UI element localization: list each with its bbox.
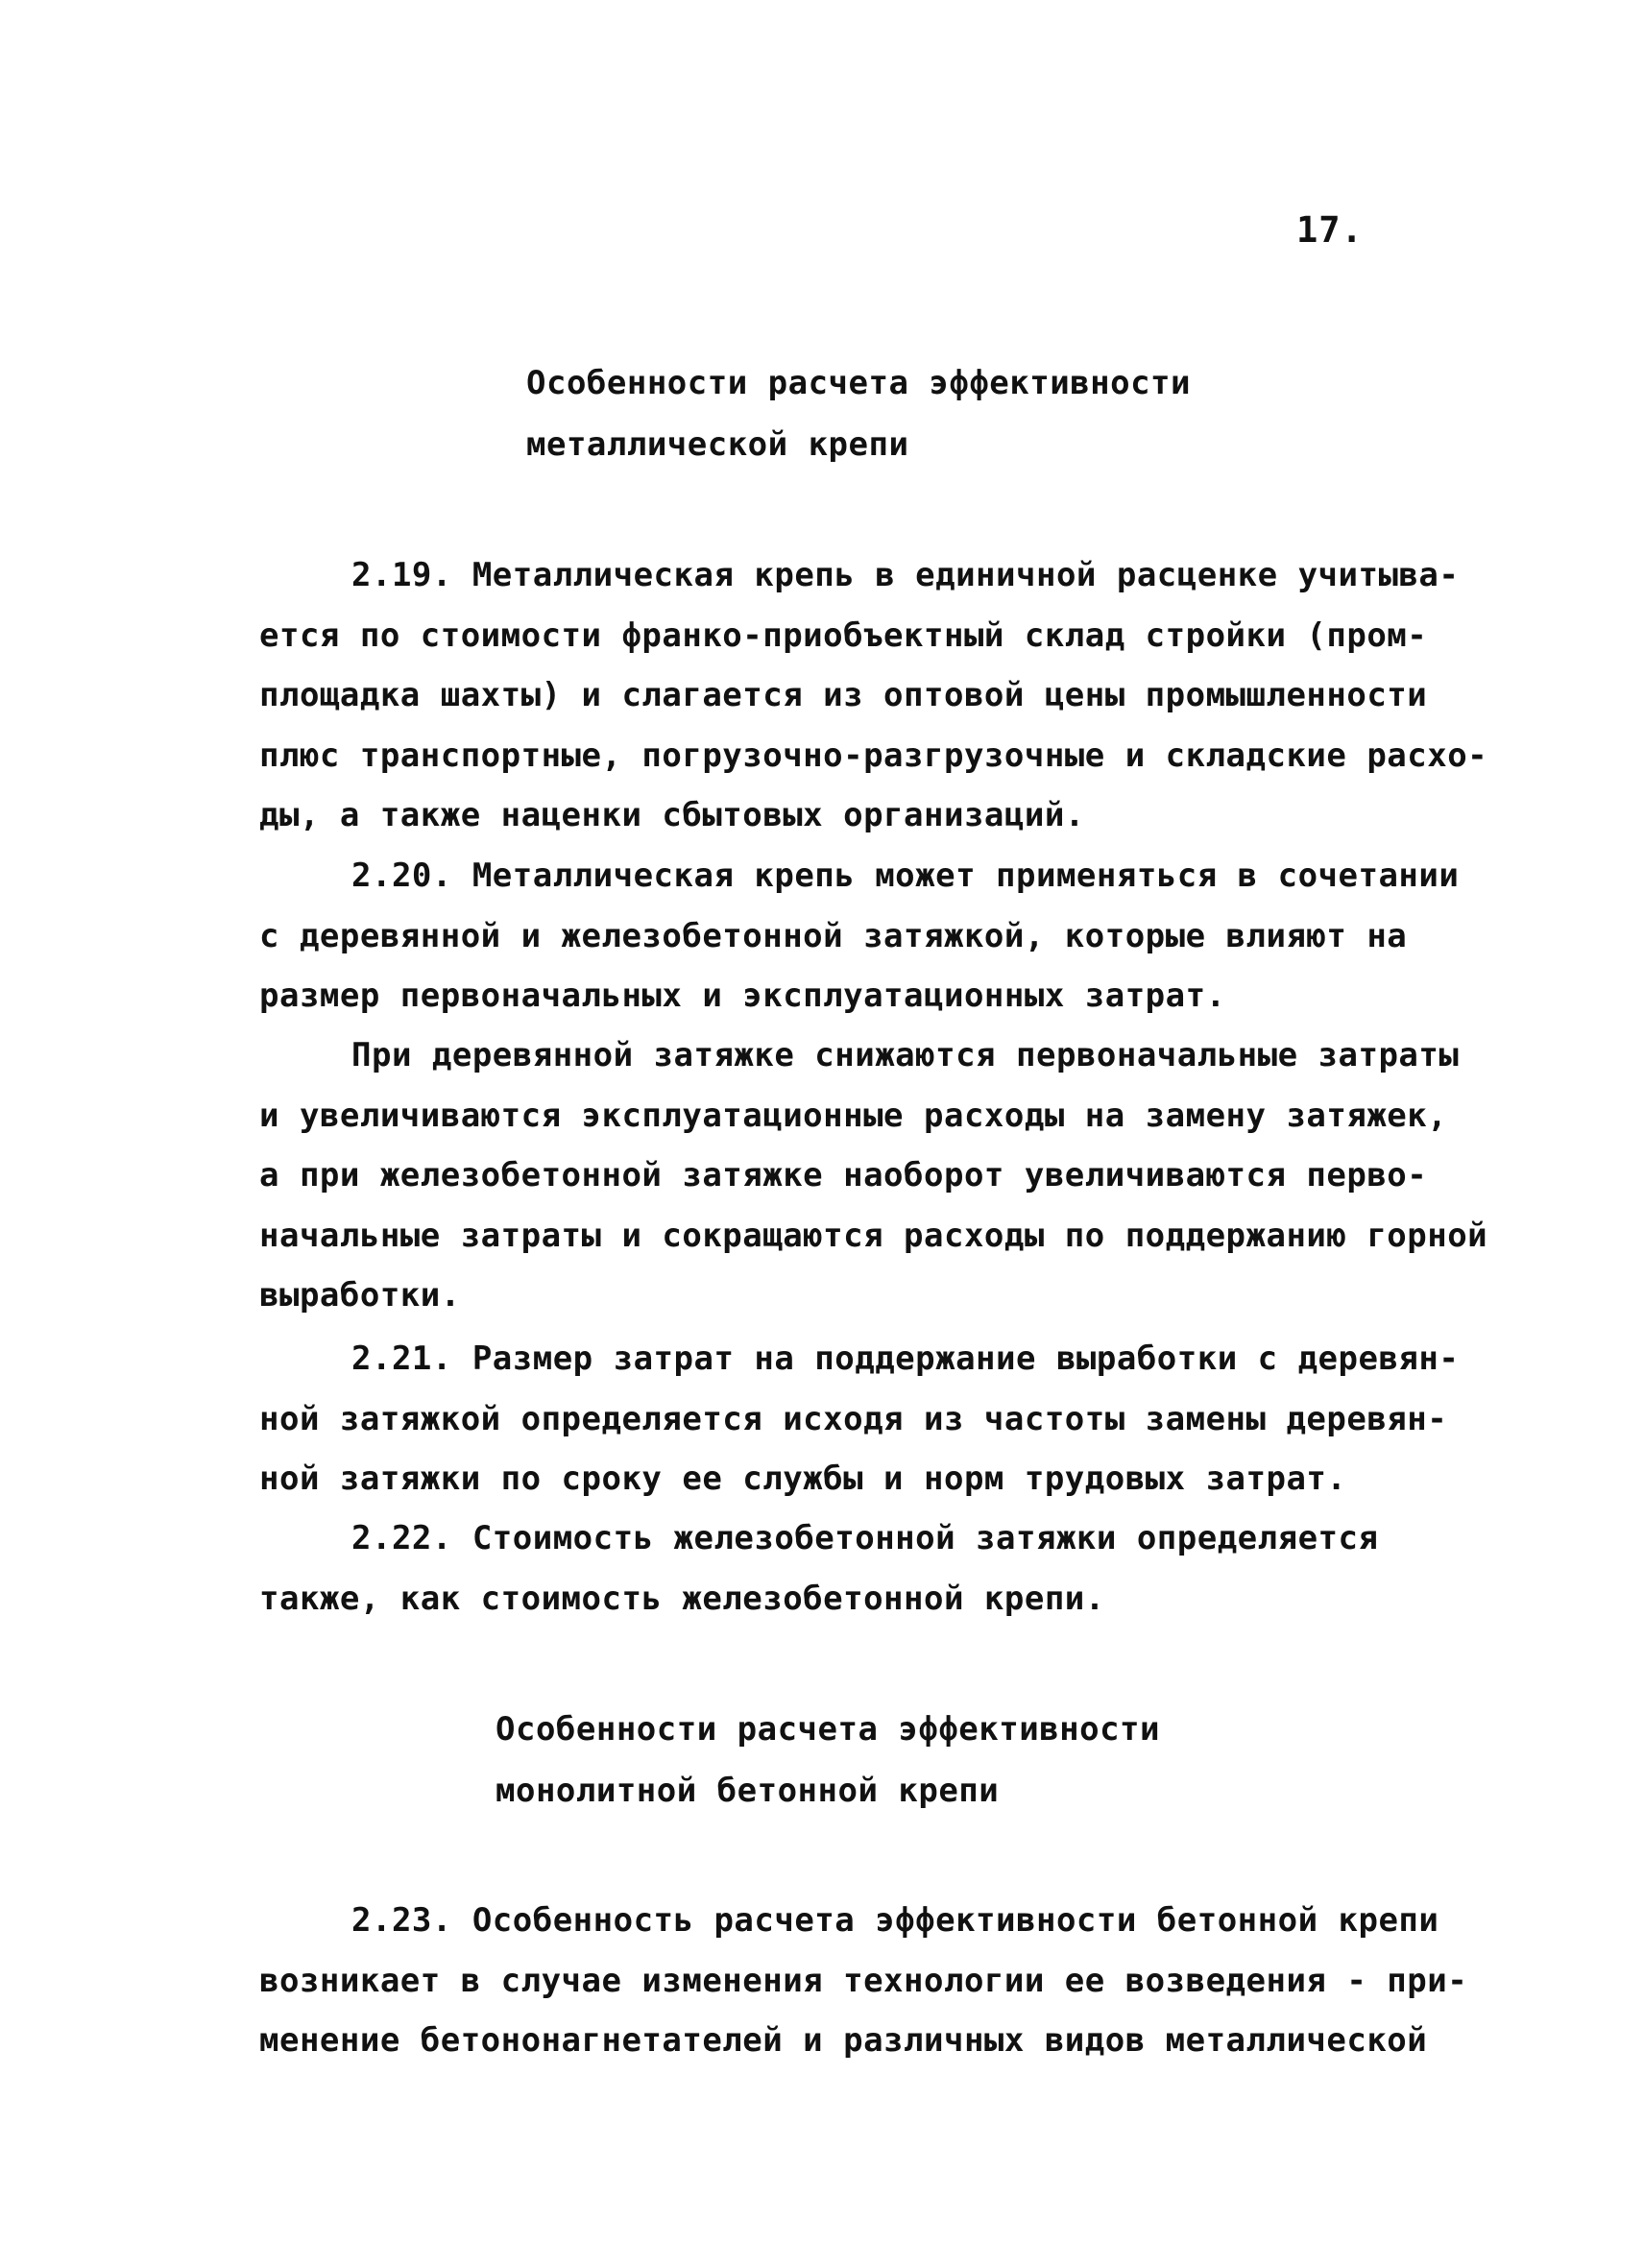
paragraph-2-20 (259, 846, 1460, 1026)
text-line: 2.22. Стоимость железобетонной затяжки определяется (351, 1519, 1379, 1557)
text-line: ды, а также наценки сбытовых организаций. (259, 796, 1085, 834)
paragraph-2-22 (259, 1508, 1421, 1629)
text-line: ной затяжкой определяется исходя из частоты замены деревян- (259, 1399, 1448, 1438)
text-line: также, как стоимость железобетонной крепи. (259, 1579, 1105, 1618)
paragraph-2-19 (259, 545, 1488, 846)
paragraph-2-21 (259, 1329, 1460, 1509)
text-line: 2.21. Размер затрат на поддержание выработки с деревян- (351, 1339, 1460, 1378)
section-heading-metal-support (526, 352, 1191, 475)
text-line: возникает в случае изменения технологии ее возведения - при- (259, 1961, 1468, 2000)
paragraph-2-23 (259, 1891, 1468, 2071)
text-line: плюс транспортные, погрузочно-разгрузочные и складские расхо- (259, 736, 1488, 775)
heading-line: металлической крепи (526, 425, 909, 464)
text-line: 2.19. Металлическая крепь в единичной расценке учитыва- (351, 556, 1460, 594)
text-line: ной затяжки по сроку ее службы и норм трудовых затрат. (259, 1460, 1347, 1498)
text-line: 2.23. Особенность расчета эффективности бетонной крепи (351, 1901, 1439, 1940)
text-line: размер первоначальных и эксплуатационных затрат. (259, 977, 1226, 1015)
text-line: менение бетононагнетателей и различных видов металлической (259, 2021, 1428, 2060)
heading-line: Особенности расчета эффективности (526, 364, 1192, 402)
heading-line: монолитной бетонной крепи (496, 1772, 1000, 1810)
text-line: ется по стоимости франко-приобъектный склад стройки (пром- (259, 615, 1428, 655)
heading-line: Особенности расчета эффективности (496, 1710, 1161, 1749)
text-line: площадка шахты) и слагается из оптовой цены промышленности (259, 676, 1428, 714)
text-line: При деревянной затяжке снижаются первоначальные затраты (351, 1036, 1460, 1074)
section-heading-monolithic-concrete (496, 1699, 1160, 1822)
text-line: с деревянной и железобетонной затяжкой, которые влияют на (259, 916, 1408, 955)
text-line: 2.20. Металлическая крепь может применяться в сочетании (351, 857, 1460, 895)
page-number: 17. (1296, 209, 1364, 251)
paragraph-wooden-lagging (259, 1025, 1488, 1326)
text-line: выработки. (259, 1276, 461, 1315)
text-line: начальные затраты и сокращаются расходы по поддержанию горной (259, 1216, 1488, 1255)
text-line: а при железобетонной затяжке наоборот увеличиваются перво- (259, 1156, 1428, 1194)
text-line: и увеличиваются эксплуатационные расходы на замену затяжек, (259, 1096, 1448, 1135)
